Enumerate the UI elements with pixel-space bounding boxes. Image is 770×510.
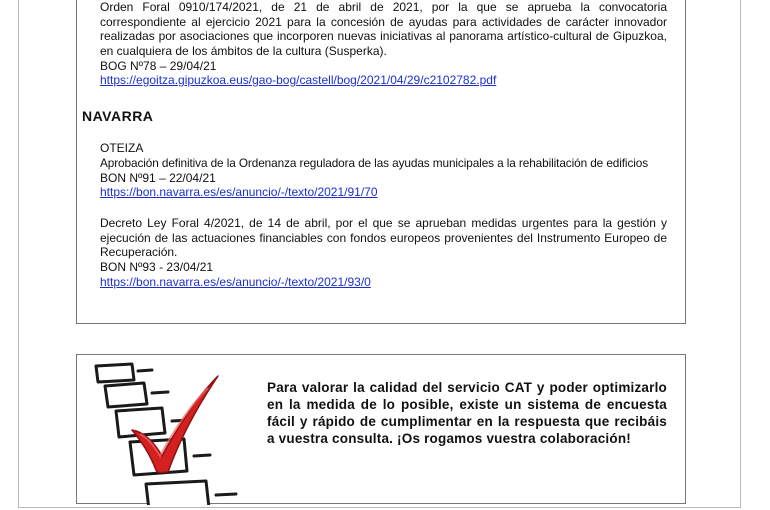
oteiza-link[interactable]: https://bon.navarra.es/es/anuncio/-/texto/2021/91/70 — [100, 185, 378, 199]
checklist-icon — [86, 360, 256, 510]
decreto-bon: BON Nº93 - 23/04/21 — [100, 260, 214, 274]
oteiza-description: Aprobación definitiva de la Ordenanza reguladora de las ayudas municipales a la rehabilitación de edificios — [100, 156, 649, 170]
gipuzkoa-orden-text: Orden Foral 0910/174/2021, de 21 de abril de 2021, por la que se aprueba la convocatoria correspondiente al ejercicio 2021 para la concesión de ayudas para actividades de carácter innovador realizadas por asociaciones que incorporen nuevas iniciativas al panorama artístico-cultural de Gipuzkoa, en cualquiera de los ámbitos de la cultura (Susperka). — [100, 0, 667, 58]
survey-text: Para valorar la calidad del servicio CAT y poder optimizarlo en la medida de lo posible, existe un sistema de encuesta fácil y rápido de cumplimentar en la respuesta que recibáis a vuestra consulta. ¡Os rogamos vuestra colaboración! — [267, 380, 667, 446]
oteiza-bon: BON Nº91 – 22/04/21 — [100, 171, 216, 185]
decreto-link[interactable]: https://bon.navarra.es/es/anuncio/-/texto/2021/93/0 — [100, 275, 371, 289]
oteiza-place: OTEIZA — [100, 141, 144, 155]
oteiza-link-row — [100, 185, 667, 200]
gipuzkoa-bog: BOG Nº78 – 29/04/21 — [100, 58, 217, 73]
decreto-description: Decreto Ley Foral 4/2021, de 14 de abril, por el que se aprueban medidas urgentes para la gestión y ejecución de las actuaciones financiables con fondos europeos provenientes del Instrumento Europeo de Recuperación. — [100, 216, 667, 259]
gipuzkoa-link[interactable]: https://egoitza.gipuzkoa.eus/gao-bog/castell/bog/2021/04/29/c2102782.pdf — [100, 73, 497, 87]
decreto-link-row — [100, 275, 667, 290]
gipuzkoa-link-row — [100, 73, 667, 88]
navarra-heading: NAVARRA — [82, 108, 154, 124]
